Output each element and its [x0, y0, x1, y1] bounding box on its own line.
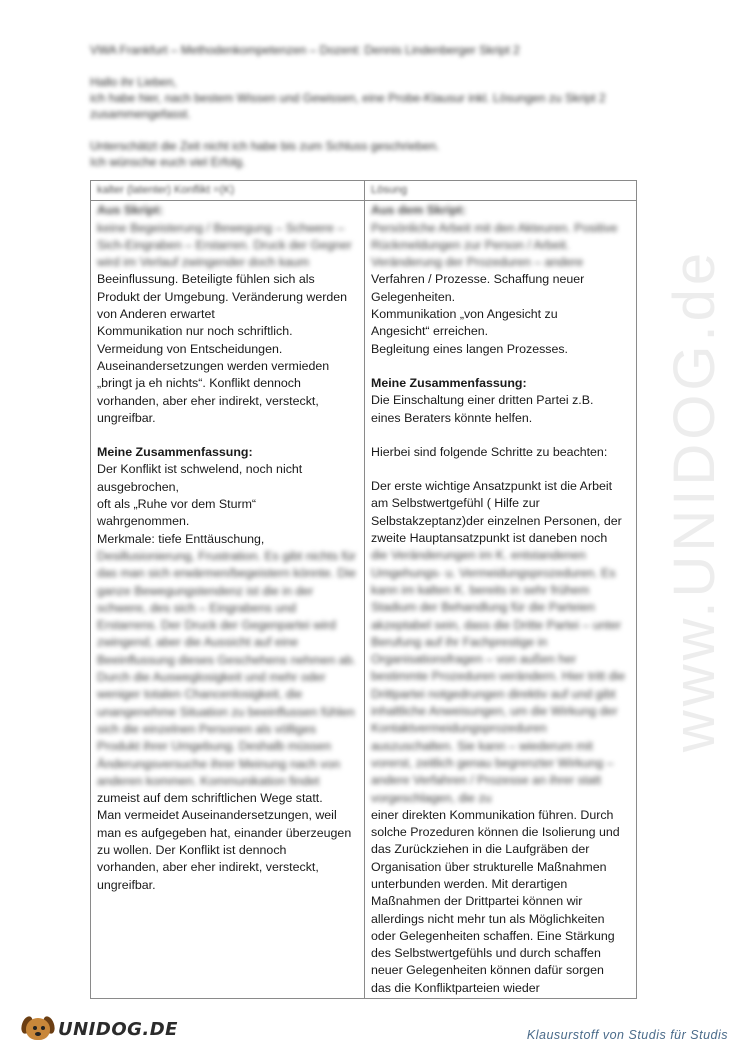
right-lines-2 [371, 392, 630, 427]
text-line: Kommunikation „von Angesicht zu [371, 307, 558, 322]
text-line: von Anderen erwartet [97, 307, 215, 322]
text-line: man es aufgegeben hat, einander überzeugen [97, 825, 352, 840]
right-lines-4 [371, 478, 630, 547]
text-line: Verfahren / Prozesse. Schaffung neuer [371, 272, 585, 287]
watermark-text: www.UNIDOG.de [662, 248, 728, 752]
left-lines-2 [97, 461, 358, 547]
text-line: oft als „Ruhe vor dem Sturm“ [97, 497, 257, 512]
text-line: zu wollen. Der Konflikt ist dennoch [97, 842, 287, 857]
text-line: des Selbstwertgefühls und durch schaffen [371, 946, 601, 961]
text-line: Selbstakzeptanz)der einzelnen Personen, der [371, 513, 622, 528]
watermark [640, 250, 750, 750]
right-steps-intro: Hierbei sind folgende Schritte zu beachten: [371, 444, 608, 459]
left-blurred-text: keine Begeisterung / Bewegung – Schwere – Sich-Eingraben – Erstarren. Druck der Gegner wird im Verlauf zwingender doch kaum [97, 220, 352, 270]
dog-icon [22, 1012, 56, 1046]
text-line: unterbunden werden. Mit derartigen [371, 876, 568, 891]
text-line: wahrgenommen. [97, 514, 190, 529]
table-row [91, 201, 637, 999]
text-line: ungreifbar. [97, 410, 156, 425]
right-lines [371, 271, 630, 357]
text-line: zumeist auf dem schriftlichen Wege statt. [97, 791, 323, 806]
text-line: Der erste wichtige Ansatzpunkt ist die Arbeit [371, 479, 613, 494]
text-line: das Zurückziehen in die Laufgräben der [371, 842, 590, 857]
text-line: Vermeidung von Entscheidungen. [97, 341, 283, 356]
text-line: Merkmale: tiefe Enttäuschung, [97, 531, 265, 546]
text-line: Man vermeidet Auseinandersetzungen, weil [97, 808, 337, 823]
text-line: Organisation über strukturelle Maßnahmen [371, 859, 607, 874]
conflict-table [90, 180, 637, 999]
right-lines-5 [371, 807, 630, 997]
right-blurred-text-2: die Veränderungen im K. entstandenen Umgehungs- u. Vermeidungsprozeduren. Es kann im kalten K. bereits in sehr frühem Stadium der Behandlung für die Parteien akzeptabel sein, dass die Dritte Partei – unter Berufung auf ihr Fachprestige in Organisationsfragen – von außen her bestimmte Prozeduren verändern. Hier tritt die Drittpartei notgedrungen direktiv auf und gibt inhaltliche Anweisungen, um die Wirkung der Kontaktvermeidungsprozeduren auszuschalten. Sie kann – wiederum mit vorerst, zeitlich genau begrenzter Wirkung – andere Verfahren / Prozesse an ihrer statt vorgeschlagen, die zu [371, 548, 626, 805]
text-line: Maßnahmen der Drittpartei können wir [371, 894, 583, 909]
right-heading-summary: Meine Zusammenfassung: [371, 375, 527, 390]
text-line: Begleitung eines langen Prozesses. [371, 341, 569, 356]
intro-text [90, 42, 650, 170]
text-line: ausgebrochen, [97, 479, 179, 494]
left-cell [91, 201, 365, 999]
right-heading-skript: Aus dem Skript: [371, 203, 467, 218]
text-line: ungreifbar. [97, 877, 156, 892]
left-heading-skript: Aus Skript: [97, 203, 164, 218]
text-line: einer direkten Kommunikation führen. Durch [371, 807, 614, 822]
text-line: zweite Hauptansatzpunkt ist daneben noch [371, 531, 608, 546]
right-blurred-text: Persönliche Arbeit mit den Akteuren. Positive Rückmeldungen zur Person / Arbeit. Veränderung der Prozeduren – andere [371, 220, 618, 270]
intro-line: zusammengefasst. [90, 107, 191, 121]
intro-line: Unterschätzt die Zeit nicht ich habe bis zum Schluss geschrieben. [90, 139, 440, 153]
intro-line: Ich wünsche euch viel Erfolg. [90, 155, 246, 169]
text-line: Kommunikation nur noch schriftlich. [97, 324, 293, 339]
text-line: Gelegenheiten. [371, 289, 456, 304]
intro-line: Hallo ihr Lieben, [90, 75, 177, 89]
logo-text: UNIDOG.DE [58, 1018, 178, 1040]
right-cell [365, 201, 637, 999]
left-lines-3 [97, 790, 358, 894]
text-line: Auseinandersetzungen werden vermieden [97, 358, 330, 373]
text-line: das die Konfliktparteien wieder [371, 980, 540, 995]
text-line: Die Einschaltung einer dritten Partei z.B. [371, 393, 594, 408]
text-line: eines Beraters könnte helfen. [371, 410, 533, 425]
text-line: neuer Gelegenheiten können dafür sorgen [371, 963, 604, 978]
table-header-row [91, 181, 637, 201]
text-line: Der Konflikt ist schwelend, noch nicht [97, 462, 303, 477]
text-line: allerdings nicht mehr tun als Möglichkeiten [371, 911, 605, 926]
left-heading-summary: Meine Zusammenfassung: [97, 445, 253, 460]
text-line: Produkt der Umgebung. Veränderung werden [97, 289, 348, 304]
left-lines [97, 271, 358, 427]
text-line: vorhanden, aber eher indirekt, versteckt, [97, 393, 319, 408]
footer-tagline: Klausurstoff von Studis für Studis [526, 1028, 728, 1042]
intro-line: VWA Frankfurt – Methodenkompetenzen – Dozent: Dennis Lindenberger Skript 2 [90, 43, 520, 57]
unidog-logo [22, 1012, 178, 1046]
text-line: oder Gelegenheiten schaffen. Eine Stärkung [371, 928, 615, 943]
text-line: am Selbstwertgefühl ( Hilfe zur [371, 496, 540, 511]
text-line: „bringt ja eh nichts“. Konflikt dennoch [97, 376, 301, 391]
text-line: Angesicht“ erreichen. [371, 324, 489, 339]
header-left: kalter (latenter) Konflikt =(K) [91, 181, 365, 201]
text-line: solche Prozeduren können die Isolierung und [371, 825, 620, 840]
left-blurred-text-2: Desillusionierung, Frustration. Es gibt nichts für das man sich erwärmen/begeistern könnte. Die ganze Bewegungstendenz ist die in der schwere, des sich – Eingrabens und Erstarrens. Der Druck der Gegenpartei wird zwingend, aber die Aussicht auf eine Beeinflussung dieses Geschehens nehmen ab. Durch die Ausweglosigkeit und mehr oder weniger totalen Chancenlosigkeit, die unangenehme Situation zu beeinflussen fühlen sich die einzelnen Personen als völliges Produkt ihrer Umgebung. Deshalb müssen Änderungsversuche ihrer Meinung nach von anderen kommen. Kommunikation findet [97, 548, 356, 788]
intro-line: ich habe hier, nach bestem Wissen und Gewissen, eine Probe-Klausur inkl. Lösungen zu Skript 2 [90, 91, 606, 105]
text-line: Beeinflussung. Beteiligte fühlen sich als [97, 272, 315, 287]
text-line: vorhanden, aber eher indirekt, versteckt, [97, 860, 319, 875]
header-right: Lösung [365, 181, 637, 201]
